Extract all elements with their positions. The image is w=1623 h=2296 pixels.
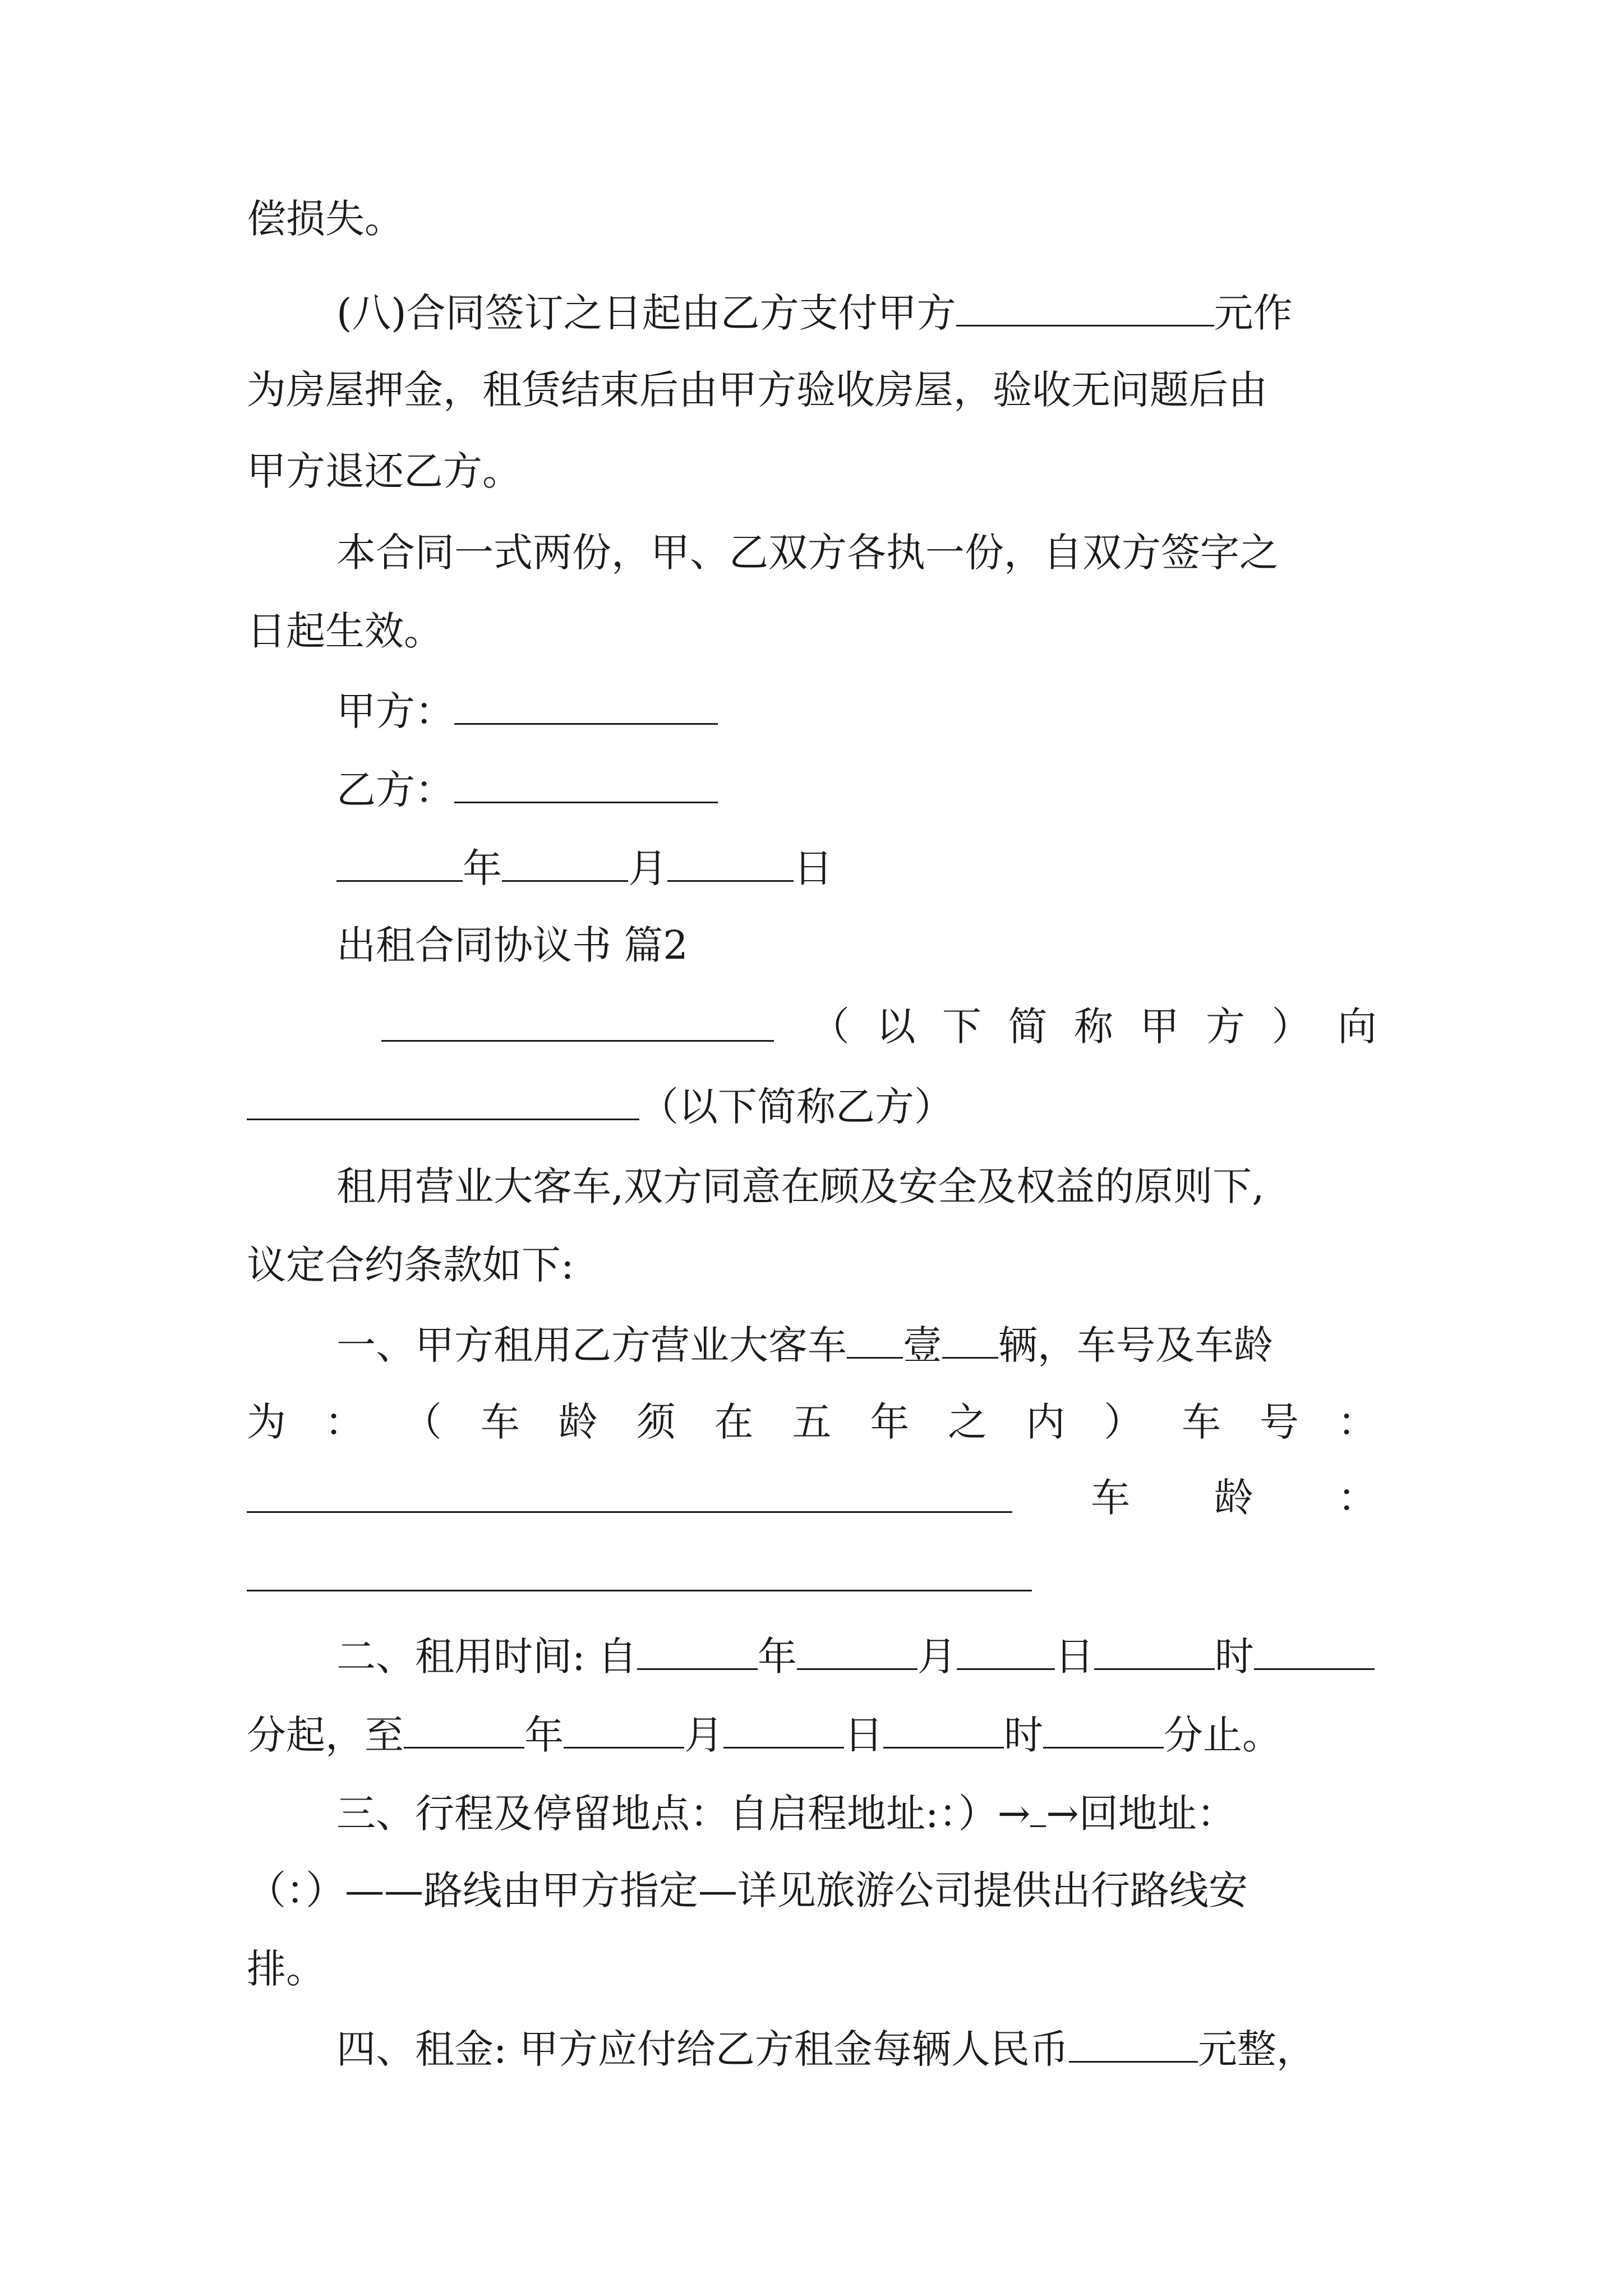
itinerary-line: 三、行程及停留地点：自启程地址:：）→ →回地址： [336,1784,1236,1840]
text-line: 排。 [247,1946,325,1992]
start-year-blank[interactable] [637,1627,758,1670]
route-blank[interactable] [1030,1784,1046,1827]
party-b-signature-line: 乙方： [336,760,718,816]
text-line: 日起生效。 [247,608,443,654]
vehicle-age-blank-line [247,1548,1032,1604]
year-blank[interactable] [336,839,463,882]
deposit-amount-blank[interactable] [956,283,1214,326]
rental-end-line: 分起，至 年 月 日 时 分止。 [247,1705,1281,1761]
end-month-blank[interactable] [564,1705,684,1749]
vehicle-age-label: 车 龄 ： [1091,1475,1377,1521]
party-b-signature-blank[interactable] [454,760,718,803]
text-line: 本合同一式两份，甲、乙双方各执一份，自双方签字之 [336,530,1279,576]
party-a-signature-line: 甲方： [336,682,718,738]
end-year-blank[interactable] [404,1705,524,1749]
end-day-blank[interactable] [723,1705,844,1749]
start-hour-blank[interactable] [1094,1627,1215,1670]
deposit-clause-line: (八)合同签订之日起由乙方支付甲方 元作 [336,283,1293,339]
vehicle-age-clause-line: 为 ： （ 车 龄 须 在 五 年 之 内 ） 车 号 ： [247,1399,1377,1445]
end-hour-blank[interactable] [883,1705,1004,1749]
end-minute-blank[interactable] [1043,1705,1164,1749]
plate-number-line [247,1470,1012,1526]
rent-amount-blank[interactable] [1069,2019,1198,2063]
text-line: 甲方退还乙方。 [247,448,522,494]
party-a-name-blank[interactable] [381,999,774,1042]
vehicle-count-blank-left[interactable] [847,1315,903,1359]
text-line: 为房屋押金，租赁结束后由甲方验收房屋，验收无问题后由 [247,367,1267,413]
day-blank[interactable] [667,839,794,882]
start-month-blank[interactable] [797,1627,917,1670]
vehicle-count-line: 一、甲方租用乙方营业大客车 壹 辆，车号及车龄 [336,1315,1273,1372]
plate-number-blank[interactable] [247,1470,1012,1513]
month-blank[interactable] [502,839,628,882]
vehicle-age-blank[interactable] [247,1548,1032,1591]
section-title: 出租合同协议书 篇2 [336,922,688,968]
party-b-name-line: （以下简称乙方） [247,1077,953,1133]
start-minute-blank[interactable] [1254,1627,1375,1670]
text-line: 偿损失。 [247,196,404,242]
rental-start-line: 二、租用时间: 自 年 月 日 时 [336,1627,1375,1683]
start-day-blank[interactable] [957,1627,1055,1670]
date-line: 年 月 日 [336,839,833,895]
text-line: 租用营业大客车,双方同意在顾及安全及权益的原则下, [336,1163,1265,1209]
text-line: （：）——路线由甲方指定—详见旅游公司提供出行路线安 [247,1867,1248,1913]
party-a-abbrev-line: （ 以 下 简 称 甲 方 ） 向 [810,1004,1377,1050]
vehicle-count-blank-right[interactable] [942,1315,998,1359]
rent-line: 四、租金: 甲方应付给乙方租金每辆人民币 元整， [336,2019,1316,2076]
party-a-signature-blank[interactable] [454,682,718,725]
text-line: 议定合约条款如下: [247,1242,574,1288]
party-a-name-line [381,999,774,1055]
party-b-name-blank[interactable] [247,1077,639,1120]
